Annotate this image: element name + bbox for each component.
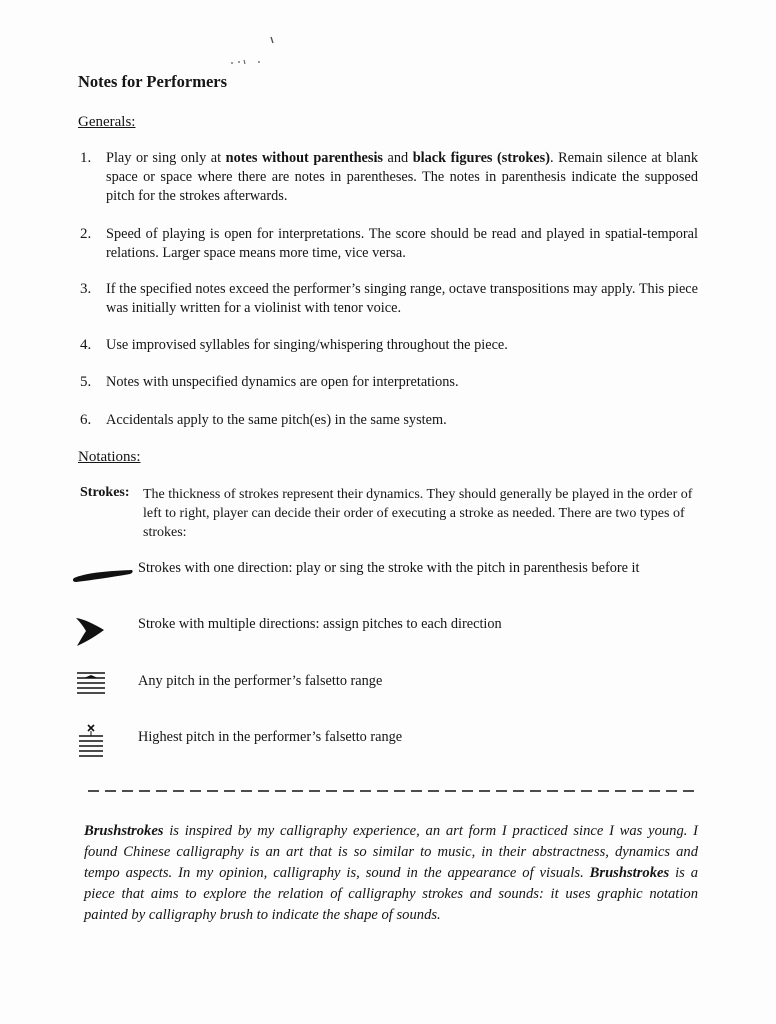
legend-text: Any pitch in the performer’s falsetto range [138, 673, 383, 689]
list-number: 4. [80, 337, 92, 353]
scan-specks [228, 32, 288, 72]
list-item: Play or sing only at notes without parenthesis and black figures (strokes). Remain silence at blank space or space where there are notes in parentheses. The notes in parenthesis indicate the supposed pitch for the strokes afterwards. [106, 150, 698, 204]
section-heading-generals: Generals: [78, 114, 136, 130]
list-item: Speed of playing is open for interpretations. The score should be read and played in spatial-temporal relations. Larger space means more time, vice versa. [106, 226, 698, 261]
legend-text: Strokes with one direction: play or sing the stroke with the pitch in parenthesis before it [138, 560, 640, 576]
falsetto-range-icon [74, 668, 108, 698]
list-item: Notes with unspecified dynamics are open for interpretations. [106, 374, 459, 390]
list-number: 2. [80, 226, 92, 242]
list-number: 1. [80, 150, 92, 166]
section-heading-notations: Notations: [78, 449, 141, 465]
highest-falsetto-icon [76, 722, 106, 762]
dashed-divider [88, 783, 696, 797]
page-title: Notes for Performers [78, 72, 228, 91]
strokes-label: Strokes: [80, 485, 130, 500]
strokes-description: The thickness of strokes represent their dynamics. They should generally be played in the order of left to right, player can decide their order of executing a stroke as needed. There are two types of strokes: [143, 487, 693, 540]
legend-text: Highest pitch in the performer’s falsetto range [138, 729, 403, 745]
list-number: 6. [80, 412, 92, 428]
list-number: 5. [80, 374, 92, 390]
horizontal-brushstroke-icon [72, 564, 134, 584]
list-item: If the specified notes exceed the performer’s singing range, octave transpositions may apply. This piece was initially written for a violinist with tenor voice. [106, 281, 698, 316]
list-number: 3. [80, 281, 92, 297]
chevron-brushstroke-icon [72, 614, 108, 648]
piece-description: Brushstrokes is inspired by my calligraphy experience, an art form I practiced since I was young. I found Chinese calligraphy is an art that is so similar to music, in their abstractness, dynamics and tempo aspects. In my opinion, calligraphy is, sound in the appearance of visuals. Brushstrokes is a piece that aims to explore the relation of calligraphy strokes and sounds: it uses graphic notation painted by calligraphy brush to indicate the shape of sounds. [84, 823, 699, 923]
list-item: Use improvised syllables for singing/whispering throughout the piece. [106, 337, 508, 353]
legend-text: Stroke with multiple directions: assign pitches to each direction [138, 616, 502, 632]
list-item: Accidentals apply to the same pitch(es) in the same system. [106, 412, 447, 428]
